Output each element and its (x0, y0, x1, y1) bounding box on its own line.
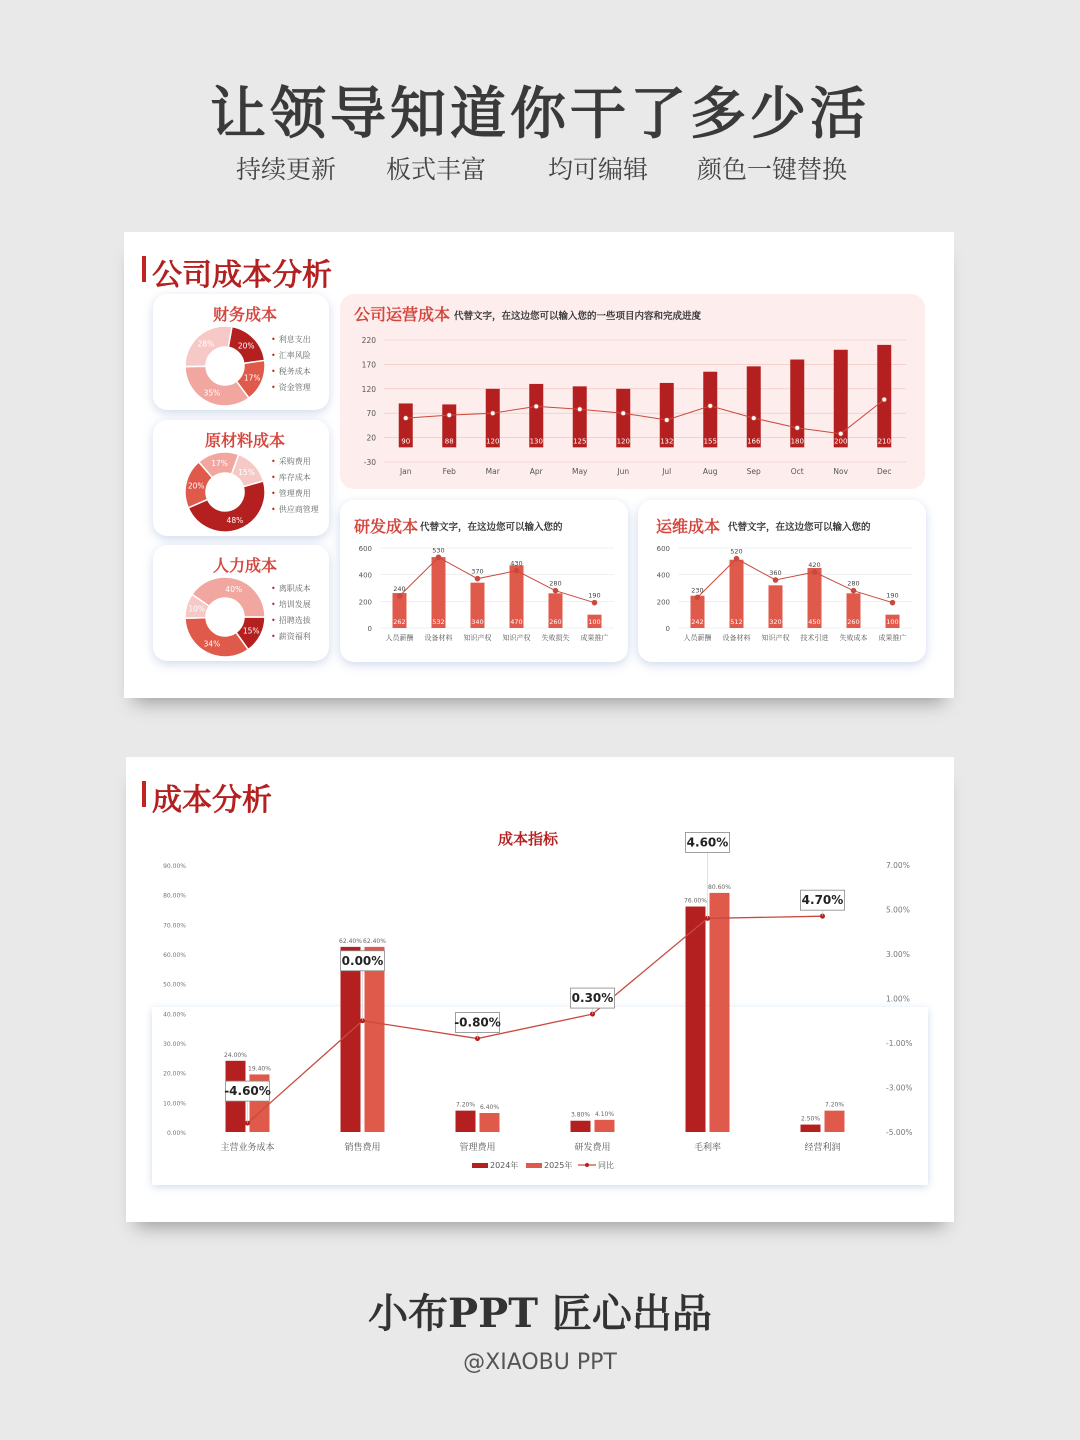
legend-label-2024: 2024年 (490, 1161, 519, 1170)
finance-cost-legend (271, 332, 311, 396)
x-tick-label: 设备材料 (424, 634, 453, 642)
x-tick-label: Jun (617, 467, 630, 476)
trend-value-label: 520 (730, 547, 743, 556)
rd-cost-card (340, 500, 628, 662)
bar-value-label: 130 (529, 437, 543, 446)
slide-cost-analysis (126, 757, 954, 1222)
x-tick-label: Dec (876, 467, 892, 476)
bar-value-label: 155 (703, 437, 717, 446)
ops-cost-subtitle: 代替文字，在这边您可以输入您的一些项目内容和完成进度 (454, 311, 702, 322)
finance-cost-card (153, 294, 329, 410)
bar-value-label: 532 (432, 618, 445, 626)
bar-2024 (801, 1125, 821, 1132)
x-tick-label: 研发费用 (574, 1143, 611, 1153)
bar-value-label: 180 (790, 437, 804, 446)
donut-slice-label: 20% (237, 341, 255, 351)
bar-value-label: 242 (691, 618, 704, 626)
legend-item: • 汇率风险 (271, 348, 311, 364)
bar-value-label: 340 (471, 618, 484, 626)
bar (877, 345, 891, 447)
y-tick-left: 50.00% (163, 981, 186, 989)
rd-cost-subtitle: 代替文字，在这边您可以输入您的 (420, 522, 563, 533)
feature-3: 均可编辑 (548, 155, 649, 184)
bar-2024 (571, 1121, 591, 1132)
x-tick-label: 人员薪酬 (385, 634, 414, 642)
hr-cost-title: 人力成本 (213, 556, 278, 575)
bar-2025 (710, 893, 730, 1132)
y-tick-right: -3.00% (886, 1083, 913, 1093)
y-tick-left: 90.00% (163, 863, 186, 870)
trend-point (751, 416, 756, 421)
bar (747, 366, 761, 447)
y-tick-left: 10.00% (163, 1100, 186, 1108)
y-tick-left: 30.00% (163, 1041, 186, 1048)
yoy-value-label: -4.60% (224, 1084, 271, 1099)
donut-slice-label: 34% (203, 639, 221, 649)
donut-slice (185, 618, 248, 657)
bar-value-label: 125 (573, 437, 587, 446)
ops-cost-chart (346, 324, 916, 489)
rd-cost-chart (344, 542, 624, 660)
x-tick-label: 失败损失 (541, 634, 570, 642)
bar-value-label: 24.00% (224, 1051, 247, 1059)
y-tick-label: -30 (363, 458, 376, 467)
x-tick-label: 设备材料 (722, 634, 751, 642)
x-tick-label: 成果推广 (878, 634, 907, 642)
x-tick-label: 经营利润 (804, 1143, 841, 1153)
legend-dot-yoy (585, 1163, 589, 1167)
maint-cost-subtitle: 代替文字，在这边您可以输入您的 (728, 522, 871, 533)
trend-value-label: 370 (471, 567, 484, 576)
feature-4: 颜色一键替换 (697, 155, 848, 184)
legend-item: • 管理费用 (271, 486, 319, 502)
y-tick-label: 400 (358, 571, 372, 580)
x-tick-label: Jan (399, 467, 412, 476)
maint-cost-card (638, 500, 926, 662)
legend-item: • 薪资福利 (271, 629, 311, 645)
trend-point (695, 595, 700, 600)
bar-value-label: 7.20% (824, 1101, 845, 1109)
bar-value-label: 120 (616, 437, 630, 446)
brand-handle: @XIAOBU PPT (463, 1350, 617, 1375)
y-tick-right: 5.00% (886, 905, 910, 915)
finance-cost-donut (175, 316, 275, 416)
bar-value-label: 450 (808, 618, 821, 626)
bar-value-label: 80.60% (708, 883, 731, 891)
trend-point (795, 425, 800, 430)
trend-value-label: 240 (393, 585, 406, 593)
legend-swatch-2025 (526, 1163, 542, 1168)
donut-slice-label: 28% (197, 339, 215, 349)
y-tick-label: 220 (361, 336, 376, 345)
trend-point (447, 413, 452, 418)
bar (703, 372, 717, 448)
trend-value-label: 280 (549, 579, 562, 588)
bar-value-label: 260 (549, 618, 562, 626)
y-tick-label: 20 (366, 433, 376, 443)
bar-value-label: 3.80% (570, 1111, 591, 1119)
trend-point (734, 556, 739, 561)
bar-value-label: 88 (444, 437, 454, 446)
trend-point (664, 418, 669, 423)
bar-value-label: 2.50% (800, 1115, 821, 1123)
y-tick-left: 80.00% (163, 892, 186, 900)
trend-value-label: 230 (691, 586, 704, 595)
legend-item: • 利息支出 (271, 332, 311, 348)
slide1-title: 公司成本分析 (152, 250, 332, 294)
bar-value-label: 62.40% (363, 937, 386, 945)
y-tick-label: 0 (367, 625, 372, 633)
legend-item: • 培训发展 (271, 597, 311, 613)
x-tick-label: Sep (746, 467, 761, 476)
x-tick-label: 知识产权 (761, 634, 790, 642)
bar-2024 (686, 907, 706, 1132)
y-tick-right: -1.00% (886, 1039, 913, 1048)
trend-point (773, 578, 778, 583)
trend-point (534, 404, 539, 409)
finance-cost-title: 财务成本 (213, 305, 278, 324)
ops-cost-card (340, 294, 925, 489)
legend-item: • 招聘选拔 (271, 613, 311, 629)
trend-value-label: 430 (510, 559, 523, 568)
bar-2025 (595, 1120, 615, 1132)
cost-indicator-chart (126, 802, 954, 1222)
y-tick-label: 400 (656, 571, 670, 580)
bar-value-label: 90 (401, 437, 411, 446)
trend-point (553, 588, 558, 593)
feature-2: 板式丰富 (386, 155, 487, 184)
x-tick-label: Feb (442, 467, 456, 476)
bar-value-label: 262 (393, 618, 406, 626)
trend-point (621, 411, 626, 416)
x-tick-label: May (571, 467, 588, 476)
trend-line (400, 557, 595, 602)
x-tick-label: Oct (790, 467, 804, 476)
trend-value-label: 190 (588, 591, 601, 600)
bar-value-label: 4.10% (594, 1110, 615, 1118)
legend-item: • 采购费用 (271, 454, 319, 470)
feature-1: 持续更新 (236, 155, 337, 184)
hero-title: 让领导知道你干了多少活 (210, 81, 870, 147)
legend-item: • 税务成本 (271, 364, 311, 380)
y-tick-right: 1.00% (886, 994, 910, 1004)
x-tick-label: 知识产权 (502, 634, 531, 642)
bar-2024 (456, 1111, 476, 1132)
chart-title: 成本指标 (497, 830, 559, 848)
bar-2025 (365, 947, 385, 1132)
trend-value-label: 530 (432, 546, 445, 555)
maint-cost-chart (642, 542, 922, 660)
trend-value-label: 420 (808, 561, 821, 569)
x-tick-label: 管理费用 (459, 1143, 496, 1153)
trend-point (397, 594, 402, 599)
y-tick-left: 60.00% (163, 952, 186, 959)
y-tick-label: 200 (656, 598, 670, 607)
legend-item: • 资金管理 (271, 380, 311, 396)
bar-value-label: 260 (847, 618, 860, 626)
x-tick-label: Mar (485, 467, 500, 476)
y-tick-right: 3.00% (886, 950, 910, 959)
x-tick-label: 成果推广 (580, 634, 609, 642)
bar-2024 (341, 947, 361, 1132)
trend-value-label: 360 (769, 569, 782, 577)
x-tick-label: 销售费用 (344, 1143, 381, 1153)
bar-value-label: 132 (660, 437, 674, 446)
donut-slice-label: 17% (211, 459, 228, 469)
trend-point (708, 403, 713, 408)
yoy-value-label: -0.80% (454, 1015, 501, 1030)
trend-point (490, 411, 495, 416)
x-tick-label: Jul (662, 467, 672, 476)
brand-name: 小布PPT 匠心出品 (368, 1290, 712, 1337)
x-tick-label: 主营业务成本 (220, 1143, 275, 1153)
trend-line (698, 559, 893, 603)
x-tick-label: 毛利率 (693, 1143, 722, 1153)
donut-slice (185, 366, 249, 406)
trend-point (592, 600, 597, 605)
y-tick-label: 600 (656, 545, 670, 553)
bar-2025 (825, 1111, 845, 1132)
trend-line (406, 400, 885, 434)
bar-value-label: 470 (510, 618, 523, 626)
trend-point (838, 431, 843, 436)
bar-value-label: 512 (730, 618, 743, 626)
yoy-value-label: 4.60% (686, 835, 729, 850)
trend-point (577, 407, 582, 412)
trend-point (436, 555, 441, 560)
material-cost-donut (175, 442, 275, 542)
slide2-title: 成本分析 (152, 775, 272, 819)
donut-slice-label: 40% (225, 584, 243, 594)
legend-item: • 供应商管理 (271, 502, 319, 518)
donut-slice-label: 35% (203, 388, 221, 398)
legend-swatch-2024 (472, 1163, 488, 1168)
y-tick-label: 170 (361, 360, 376, 370)
hr-cost-donut (175, 567, 275, 667)
y-tick-right: 7.00% (886, 861, 910, 870)
maint-cost-title: 运维成本 (656, 517, 721, 536)
bar (790, 360, 804, 448)
trend-point (514, 568, 519, 573)
bar-value-label: 120 (486, 437, 500, 446)
x-tick-label: Aug (702, 467, 718, 476)
yoy-value-label: 0.30% (571, 991, 614, 1006)
legend-item: • 库存成本 (271, 470, 319, 486)
bar-value-label: 210 (877, 437, 891, 446)
donut-slice-label: 15% (242, 626, 260, 636)
hr-cost-card (153, 545, 329, 661)
legend-label-2025: 2025年 (544, 1161, 573, 1170)
y-tick-label: 600 (358, 545, 372, 553)
material-cost-card (153, 420, 329, 536)
y-tick-label: 200 (358, 598, 372, 607)
donut-slice-label: 15% (238, 467, 255, 477)
slide-company-cost (124, 232, 954, 698)
y-tick-right: -5.00% (886, 1128, 913, 1137)
trend-value-label: 280 (847, 579, 860, 588)
ops-cost-title: 公司运营成本 (354, 305, 451, 324)
bar-value-label: 62.40% (339, 937, 362, 945)
donut-slice-label: 17% (243, 373, 261, 383)
bar-value-label: 19.40% (248, 1065, 271, 1073)
bar-value-label: 320 (769, 618, 782, 626)
y-tick-label: 70 (366, 409, 376, 419)
y-tick-label: 0 (665, 625, 670, 633)
yoy-value-label: 4.70% (801, 893, 844, 908)
bar-value-label: 76.00% (684, 897, 707, 905)
y-tick-left: 0.00% (166, 1130, 186, 1137)
y-tick-label: 120 (361, 384, 376, 394)
donut-slice-label: 48% (226, 515, 244, 525)
legend-item: • 离职成本 (271, 581, 311, 597)
hr-cost-legend (271, 581, 311, 645)
bar-value-label: 166 (747, 437, 761, 446)
trend-value-label: 190 (886, 591, 899, 600)
bar-value-label: 200 (834, 437, 848, 446)
x-tick-label: Nov (833, 467, 849, 476)
y-tick-left: 40.00% (163, 1011, 186, 1019)
y-tick-left: 20.00% (163, 1070, 186, 1078)
x-tick-label: Apr (529, 467, 543, 476)
trend-point (812, 570, 817, 575)
yoy-line (248, 916, 823, 1123)
x-tick-label: 知识产权 (463, 634, 492, 642)
x-tick-label: 技术引进 (800, 634, 829, 642)
material-cost-title: 原材料成本 (205, 431, 286, 450)
donut-slice-label: 10% (188, 604, 206, 614)
bar-value-label: 100 (588, 618, 601, 626)
material-cost-legend (271, 454, 319, 518)
trend-point (475, 576, 480, 581)
trend-point (890, 600, 895, 605)
rd-cost-title: 研发成本 (354, 517, 419, 536)
y-tick-left: 70.00% (163, 922, 186, 930)
trend-point (851, 588, 856, 593)
bar-2025 (480, 1113, 500, 1132)
bar-value-label: 7.20% (455, 1101, 476, 1109)
donut-slice-label: 20% (187, 481, 205, 491)
trend-point (882, 397, 887, 402)
bar-value-label: 6.40% (479, 1104, 500, 1112)
bar-value-label: 100 (886, 618, 899, 626)
x-tick-label: 失败成本 (839, 634, 868, 642)
yoy-value-label: 0.00% (341, 953, 384, 968)
x-tick-label: 人员薪酬 (683, 634, 712, 642)
trend-point (403, 416, 408, 421)
legend-label-yoy: 同比 (598, 1161, 614, 1170)
